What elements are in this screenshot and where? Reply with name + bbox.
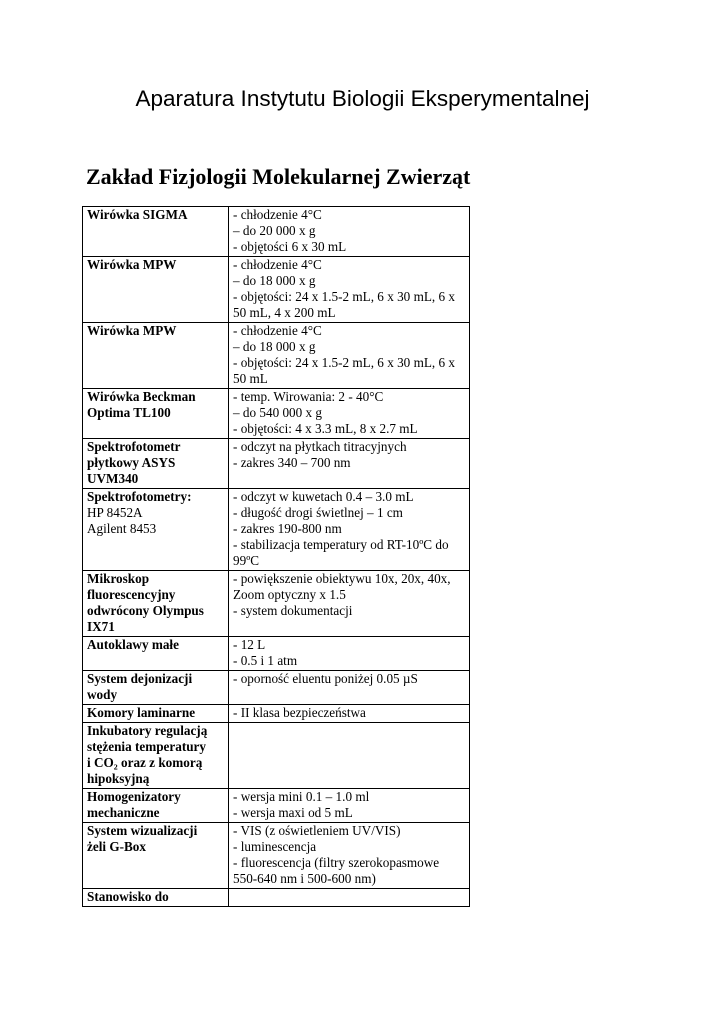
equipment-name-cell — [83, 789, 229, 823]
equipment-name-cell — [83, 571, 229, 637]
table-row — [83, 671, 470, 705]
equipment-name-cell — [83, 823, 229, 889]
spec-line: - objętości: 24 x 1.5-2 mL, 6 x 30 mL, 6 x 50 mL — [233, 355, 455, 386]
page-title: Aparatura Instytutu Biologii Eksperymentalnej — [135, 86, 590, 111]
equipment-name-cell — [83, 323, 229, 389]
equipment-name: Wirówka MPW — [87, 257, 177, 272]
equipment-spec-cell — [229, 439, 470, 489]
equipment-name: Wirówka SIGMA — [87, 207, 188, 222]
equipment-name: Wirówka Beckman Optima TL100 — [87, 389, 196, 420]
equipment-name: Wirówka MPW — [87, 323, 177, 338]
table-row — [83, 789, 470, 823]
equipment-name-cell — [83, 637, 229, 671]
equipment-name: Spektrofotometr płytkowy ASYS UVM340 — [87, 439, 181, 486]
spec-line: - chłodzenie 4°C — [233, 323, 322, 338]
table-row — [83, 489, 470, 571]
equipment-spec-cell — [229, 823, 470, 889]
table-row — [83, 323, 470, 389]
spec-line: - długość drogi świetlnej – 1 cm — [233, 505, 403, 520]
equipment-spec-cell — [229, 389, 470, 439]
spec-line: - oporność eluentu poniżej 0.05 µS — [233, 671, 418, 686]
equipment-spec-cell — [229, 889, 470, 907]
spec-line: - wersja mini 0.1 – 1.0 ml — [233, 789, 370, 804]
equipment-spec-cell — [229, 705, 470, 723]
equipment-name: Stanowisko do — [87, 889, 169, 904]
table-row — [83, 723, 470, 789]
spec-line: - 12 L — [233, 637, 266, 652]
spec-line: - 0.5 i 1 atm — [233, 653, 298, 668]
spec-line: - objętości 6 x 30 mL — [233, 239, 347, 254]
table-row — [83, 571, 470, 637]
equipment-spec-cell — [229, 571, 470, 637]
equipment-name: Komory laminarne — [87, 705, 196, 720]
equipment-name-cell — [83, 389, 229, 439]
equipment-name-cell — [83, 889, 229, 907]
equipment-spec-cell — [229, 207, 470, 257]
spec-line: - zakres 190-800 nm — [233, 521, 342, 536]
equipment-name: Spektrofotometry: — [87, 489, 192, 504]
spec-line: - powiększenie obiektywu 10x, 20x, 40x, Zoom optyczny x 1.5 — [233, 571, 451, 602]
table-row — [83, 889, 470, 907]
equipment-spec-cell — [229, 637, 470, 671]
equipment-table-body — [83, 207, 470, 907]
spec-line: - objętości: 4 x 3.3 mL, 8 x 2.7 mL — [233, 421, 418, 436]
equipment-name-cell — [83, 723, 229, 789]
spec-line: - chłodzenie 4°C — [233, 207, 322, 222]
equipment-spec-cell — [229, 489, 470, 571]
equipment-name-cell — [83, 207, 229, 257]
equipment-name: Autoklawy małe — [87, 637, 179, 652]
spec-line: – do 540 000 x g — [233, 405, 323, 420]
spec-line: - chłodzenie 4°C — [233, 257, 322, 272]
equipment-models: HP 8452A Agilent 8453 — [87, 505, 157, 536]
equipment-name: Mikroskop fluorescencyjny odwrócony Olympus IX71 — [87, 571, 204, 634]
spec-line: - wersja maxi od 5 mL — [233, 805, 353, 820]
equipment-table — [82, 206, 470, 907]
equipment-spec-cell — [229, 257, 470, 323]
spec-line: - odczyt w kuwetach 0.4 – 3.0 mL — [233, 489, 414, 504]
spec-line: - odczyt na płytkach titracyjnych — [233, 439, 407, 454]
equipment-name: System dejonizacji wody — [87, 671, 193, 702]
table-row — [83, 637, 470, 671]
spec-line: - objętości: 24 x 1.5-2 mL, 6 x 30 mL, 6 x 50 mL, 4 x 200 mL — [233, 289, 455, 320]
equipment-name-cell — [83, 257, 229, 323]
spec-line: - zakres 340 – 700 nm — [233, 455, 351, 470]
equipment-spec-cell — [229, 789, 470, 823]
equipment-spec-cell — [229, 323, 470, 389]
spec-line: - system dokumentacji — [233, 603, 353, 618]
equipment-spec-cell — [229, 723, 470, 789]
spec-line: - luminescencja — [233, 839, 317, 854]
equipment-name: Homogenizatory mechaniczne — [87, 789, 181, 820]
spec-line: - VIS (z oświetleniem UV/VIS) — [233, 823, 401, 838]
spec-line: – do 20 000 x g — [233, 223, 316, 238]
table-row — [83, 257, 470, 323]
spec-line: – do 18 000 x g — [233, 273, 316, 288]
table-row — [83, 439, 470, 489]
equipment-name: System wizualizacji żeli G-Box — [87, 823, 198, 854]
spec-line: - fluorescencja (filtry szerokopasmowe 550-640 nm i 500-600 nm) — [233, 855, 440, 886]
equipment-spec-cell — [229, 671, 470, 705]
equipment-name-cell — [83, 489, 229, 571]
equipment-name-cell — [83, 439, 229, 489]
equipment-name-cell — [83, 671, 229, 705]
table-row — [83, 823, 470, 889]
table-row — [83, 389, 470, 439]
equipment-name: Inkubatory regulacją stężenia temperatury i CO₂ oraz z komorą hipoksyjną — [87, 723, 208, 786]
spec-line: – do 18 000 x g — [233, 339, 316, 354]
spec-line: - temp. Wirowania: 2 - 40°C — [233, 389, 384, 404]
spec-line: - stabilizacja temperatury od RT-10ºC do 99ºC — [233, 537, 449, 568]
table-row — [83, 705, 470, 723]
equipment-name-cell — [83, 705, 229, 723]
spec-line: - II klasa bezpieczeństwa — [233, 705, 366, 720]
section-title: Zakład Fizjologii Molekularnej Zwierząt — [86, 164, 471, 189]
table-row — [83, 207, 470, 257]
